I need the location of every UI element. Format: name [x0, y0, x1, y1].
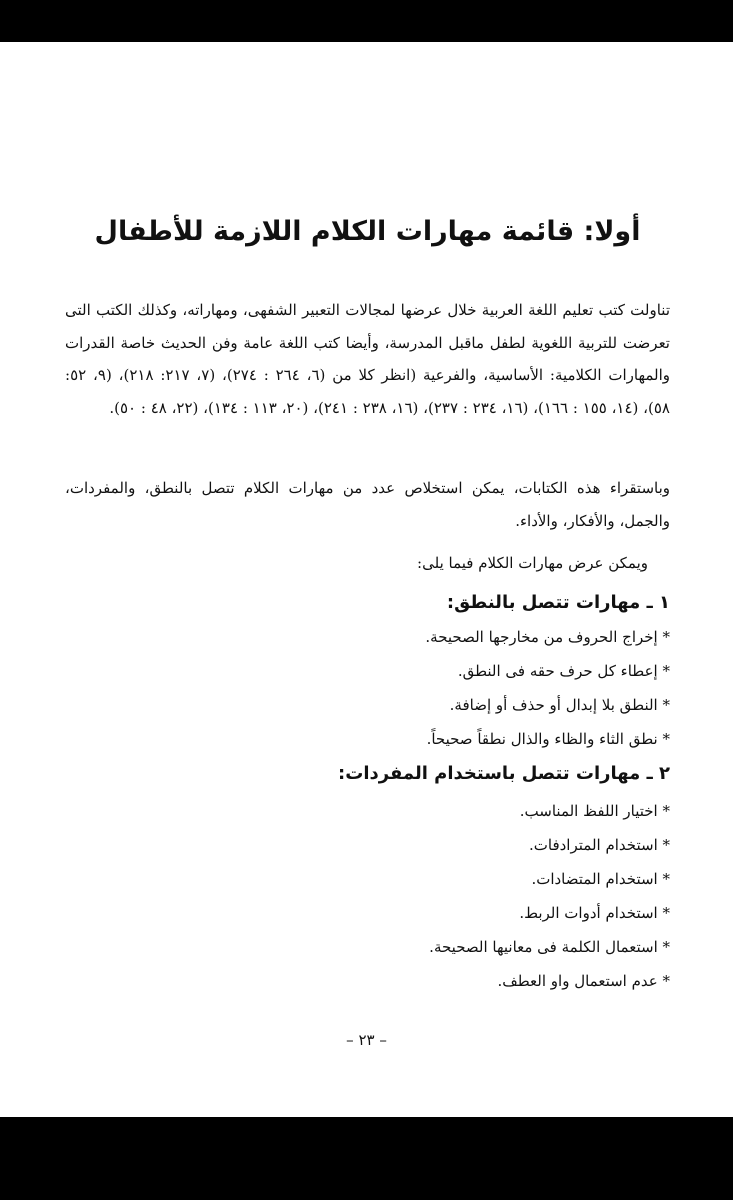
list-item: * إخراج الحروف من مخارجها الصحيحة. [425, 628, 670, 646]
intro-paragraph: تناولت كتب تعليم اللغة العربية خلال عرضها لمجالات التعبير الشفهى، ومهاراته، وكذلك الكتب التى تعرضت للتربية اللغوية لطفل ماقبل المدرسة، وأيضا كتب اللغة عامة وفن الحديث خاصة القدرات والمهارات الكلامية: الأساسية، والفرعية (انظر كلا من (٦، ٢٦٤ : ٢٧٤)، (٧، ٢١٧: ٢١٨)، (٩، ٥٢: ٥٨)، (١٤، ١٥٥ : ١٦٦)، (١٦، ٢٣٤ : ٢٣٧)، (١٦، ٢٣٨ : ٢٤١)، (٢٠، ١١٣ : ١٣٤)، (٢٢، ٤٨ : ٥٠). [65, 301, 671, 417]
list-item: * استخدام المتضادات. [531, 870, 670, 888]
list-item: * نطق الثاء والظاء والذال نطقاً صحيحاً. [426, 730, 670, 748]
list-item: * عدم استعمال واو العطف. [497, 972, 670, 990]
section-heading-pronunciation: ١ ـ مهارات تتصل بالنطق: [446, 592, 670, 613]
extraction-paragraph: وباستقراء هذه الكتابات، يمكن استخلاص عدد من مهارات الكلام تتصل بالنطق، والمفردات، والجمل، والأفكار، والأداء. [65, 479, 670, 530]
presentation-paragraph: ويمكن عرض مهارات الكلام فيما يلى: [417, 554, 648, 572]
list-item: * استخدام أدوات الربط. [519, 904, 670, 922]
list-item: * إعطاء كل حرف حقه فى النطق. [457, 662, 670, 680]
page-title: أولا: قائمة مهارات الكلام اللازمة للأطفال [94, 216, 641, 247]
bottom-black-bar [0, 1117, 733, 1200]
top-black-bar [0, 0, 733, 42]
vocabulary-skills-list [65, 794, 670, 998]
page-number: – ٢٣ – [346, 1031, 387, 1049]
document-page[interactable] [0, 42, 733, 1117]
section-heading-vocabulary: ٢ ـ مهارات تتصل باستخدام المفردات: [338, 763, 670, 784]
list-item: * استعمال الكلمة فى معانيها الصحيحة. [429, 938, 670, 956]
list-item: * استخدام المترادفات. [529, 836, 670, 854]
list-item: * اختيار اللفظ المناسب. [519, 802, 670, 820]
pronunciation-skills-list [65, 620, 670, 756]
list-item: * النطق بلا إبدال أو حذف أو إضافة. [449, 696, 670, 714]
